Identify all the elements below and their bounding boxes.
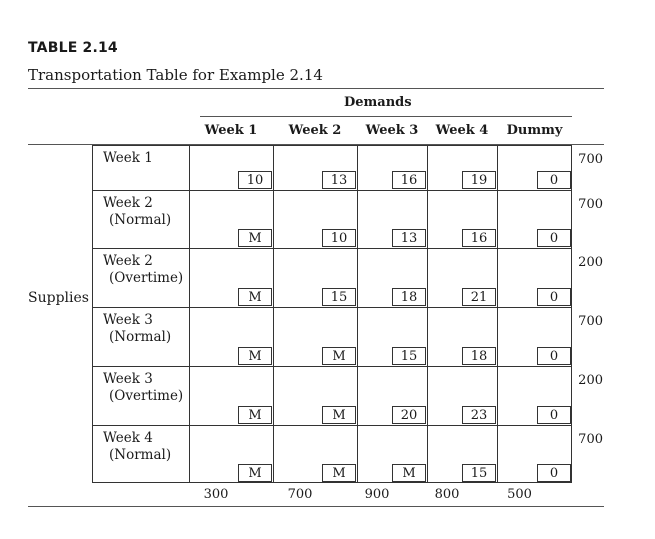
supplies-label: Supplies <box>28 290 89 306</box>
cost-cell: 20 <box>392 406 426 424</box>
cost-cell: M <box>238 229 272 247</box>
row-label-line2: (Normal) <box>109 329 172 345</box>
row-label <box>103 253 183 287</box>
demands-header: Demands <box>344 95 412 110</box>
column-header: Week 3 <box>365 123 419 138</box>
supply-value: 700 <box>578 152 603 167</box>
supply-value: 700 <box>578 432 603 447</box>
row-label-line2: (Overtime) <box>109 270 184 286</box>
row-label <box>103 430 171 464</box>
demand-value: 300 <box>203 487 229 502</box>
row-label <box>103 195 171 229</box>
cost-cell: M <box>238 347 272 365</box>
cost-cell: M <box>322 464 356 482</box>
demand-value: 900 <box>364 487 390 502</box>
demands-rule <box>200 116 572 117</box>
demand-value: 500 <box>507 487 532 502</box>
table-caption: Transportation Table for Example 2.14 <box>28 66 323 84</box>
row-label <box>103 312 171 346</box>
row-label <box>103 371 183 405</box>
cost-cell: M <box>322 347 356 365</box>
cost-cell: 0 <box>537 464 571 482</box>
row-label <box>103 150 153 167</box>
grid-horizontal-line <box>92 248 572 249</box>
row-label-line2: (Overtime) <box>109 388 184 404</box>
grid-horizontal-line <box>92 307 572 308</box>
demand-value: 700 <box>287 487 313 502</box>
cost-cell: 16 <box>392 171 426 189</box>
cost-cell: 13 <box>322 171 356 189</box>
grid-horizontal-line <box>92 366 572 367</box>
cost-cell: M <box>238 288 272 306</box>
cost-cell: 0 <box>537 406 571 424</box>
demand-value: 800 <box>434 487 460 502</box>
cost-cell: 13 <box>392 229 426 247</box>
cost-cell: 10 <box>238 171 272 189</box>
row-label-line1: Week 3 <box>103 371 153 387</box>
grid-horizontal-line <box>92 425 572 426</box>
row-label-line1: Week 1 <box>103 150 153 166</box>
column-header: Dummy <box>506 123 563 138</box>
row-label-line2: (Normal) <box>109 212 172 228</box>
grid-vertical-line <box>497 145 498 483</box>
cost-cell: M <box>238 406 272 424</box>
cost-cell: 0 <box>537 229 571 247</box>
cost-cell: 18 <box>392 288 426 306</box>
column-header: Week 2 <box>288 123 342 138</box>
column-header: Week 4 <box>435 123 489 138</box>
grid-vertical-line <box>357 145 358 483</box>
cost-cell: 10 <box>322 229 356 247</box>
cost-cell: 19 <box>462 171 496 189</box>
supply-value: 700 <box>578 314 603 329</box>
cost-cell: 23 <box>462 406 496 424</box>
cost-cell: 18 <box>462 347 496 365</box>
top-rule <box>28 88 604 89</box>
cost-cell: 0 <box>537 171 571 189</box>
grid-horizontal-line <box>92 190 572 191</box>
grid-vertical-line <box>273 145 274 483</box>
cost-cell: 0 <box>537 347 571 365</box>
table-number: TABLE 2.14 <box>28 40 118 56</box>
cost-cell: 15 <box>392 347 426 365</box>
cost-cell: 15 <box>322 288 356 306</box>
column-header: Week 1 <box>204 123 258 138</box>
cost-cell: 0 <box>537 288 571 306</box>
cost-cell: M <box>238 464 272 482</box>
row-label-line1: Week 4 <box>103 430 153 446</box>
row-label-line2: (Normal) <box>109 447 172 463</box>
row-label-line1: Week 2 <box>103 253 153 269</box>
cost-cell: 16 <box>462 229 496 247</box>
row-label-line1: Week 2 <box>103 195 153 211</box>
cost-cell: M <box>392 464 426 482</box>
supply-value: 200 <box>578 255 603 270</box>
cost-cell: M <box>322 406 356 424</box>
supply-value: 200 <box>578 373 603 388</box>
row-label-line1: Week 3 <box>103 312 153 328</box>
bottom-rule <box>28 506 604 507</box>
grid-vertical-line <box>427 145 428 483</box>
cost-cell: 21 <box>462 288 496 306</box>
supply-value: 700 <box>578 197 603 212</box>
grid-vertical-line <box>189 145 190 483</box>
cost-cell: 15 <box>462 464 496 482</box>
